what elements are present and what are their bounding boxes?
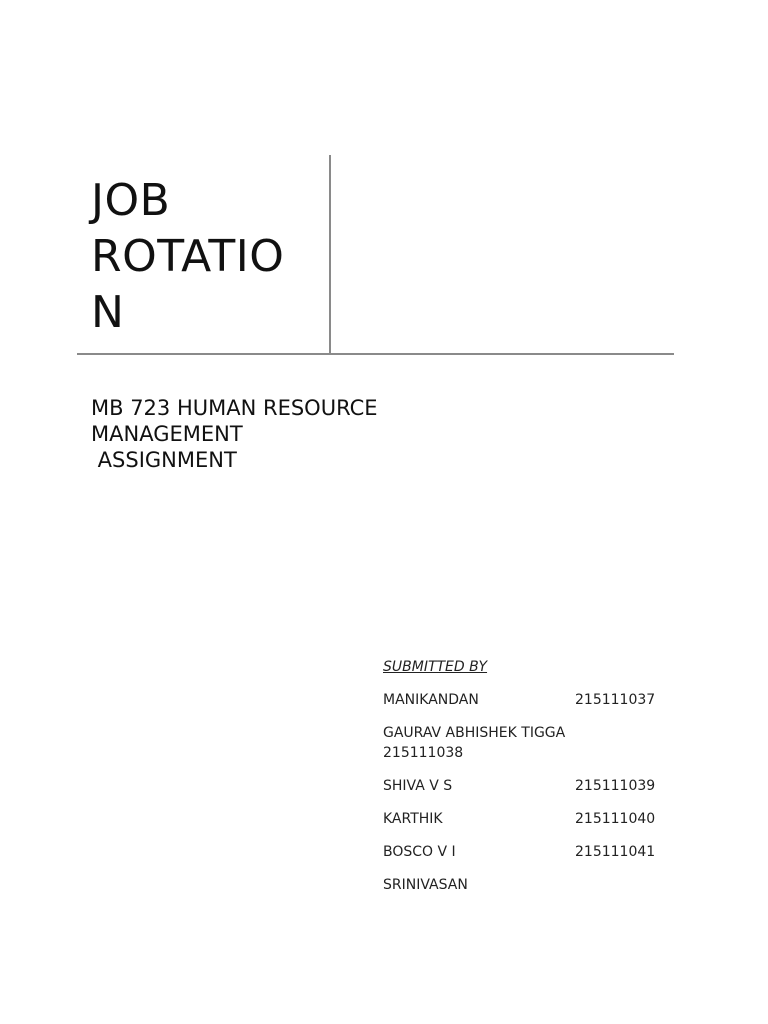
subtitle-line: MANAGEMENT (91, 422, 243, 446)
member-row (383, 776, 683, 796)
member-id: 215111037 (575, 692, 656, 708)
member-name: BOSCO V I (383, 844, 456, 860)
member-name: MANIKANDAN (383, 692, 479, 708)
member-id: 215111038 (383, 745, 464, 761)
document-subtitle (91, 395, 451, 473)
horizontal-divider (77, 353, 674, 355)
title-line: N (91, 287, 125, 338)
member-row (383, 842, 683, 862)
member-name: SHIVA V S (383, 778, 453, 794)
title-line: JOB (91, 175, 171, 226)
subtitle-line: MB 723 HUMAN RESOURCE (91, 396, 378, 420)
member-row (383, 723, 683, 763)
member-id: 215111039 (575, 778, 656, 794)
member-id: 215111040 (575, 811, 656, 827)
submitted-by-heading: SUBMITTED BY (383, 659, 488, 675)
document-title (91, 173, 316, 341)
member-name: KARTHIK (383, 811, 443, 827)
member-row (383, 690, 683, 710)
submitted-by-section (383, 657, 683, 908)
member-name: GAURAV ABHISHEK TIGGA (383, 725, 566, 741)
title-line: ROTATIO (91, 231, 285, 282)
member-row (383, 875, 683, 895)
vertical-divider (329, 155, 331, 355)
member-id: 215111041 (575, 844, 656, 860)
member-name: SRINIVASAN (383, 877, 468, 893)
member-row (383, 809, 683, 829)
subtitle-line: ASSIGNMENT (91, 448, 237, 472)
